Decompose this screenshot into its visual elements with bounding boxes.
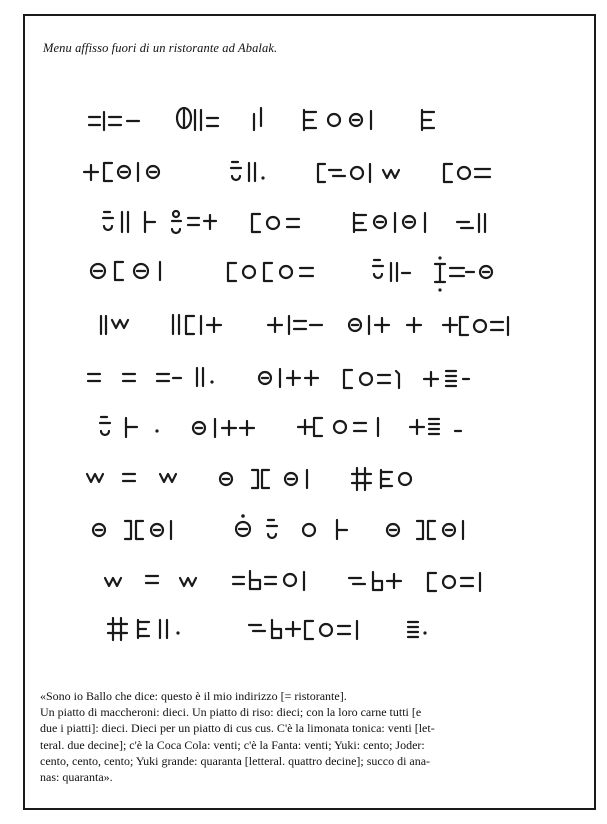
tifinagh-row-9 (93, 514, 463, 539)
tifinagh-row-2 (84, 162, 490, 182)
tifinagh-row-11 (108, 618, 427, 640)
tifinagh-row-8 (87, 468, 411, 490)
tifinagh-row-10 (105, 571, 480, 591)
translation-line: due i piatti]: dieci. Dieci per un piatto di cus cus. C'è la limonata tonica: venti [let- (40, 721, 435, 736)
translation-line: Un piatto di maccheroni: dieci. Un piatto di riso: dieci; con la loro carne tutti [e (40, 705, 422, 720)
tifinagh-row-5 (101, 315, 508, 335)
translation-line: «Sono io Ballo che dice: questo è il mio indirizzo [= ristorante]. (40, 689, 347, 703)
translation-line: nas: quaranta». (40, 770, 113, 785)
translation-line: cento, cento, cento; Yuki grande: quaranta [letteral. quattro decine]; succo di ana- (40, 753, 431, 768)
menu-caption: Menu affisso fuori di un ristorante ad Abalak. (43, 41, 278, 55)
tifinagh-row-4 (91, 256, 492, 291)
translation-line: teral. due decine]; c'è la Coca Cola: venti; c'è la Fanta: venti; Yuki: cento; Joder: (40, 737, 425, 752)
menu-translation (40, 688, 578, 785)
tifinagh-row-3 (103, 211, 485, 233)
tifinagh-row-1 (89, 108, 434, 130)
tifinagh-row-7 (100, 417, 461, 437)
tifinagh-row-6 (88, 368, 469, 388)
